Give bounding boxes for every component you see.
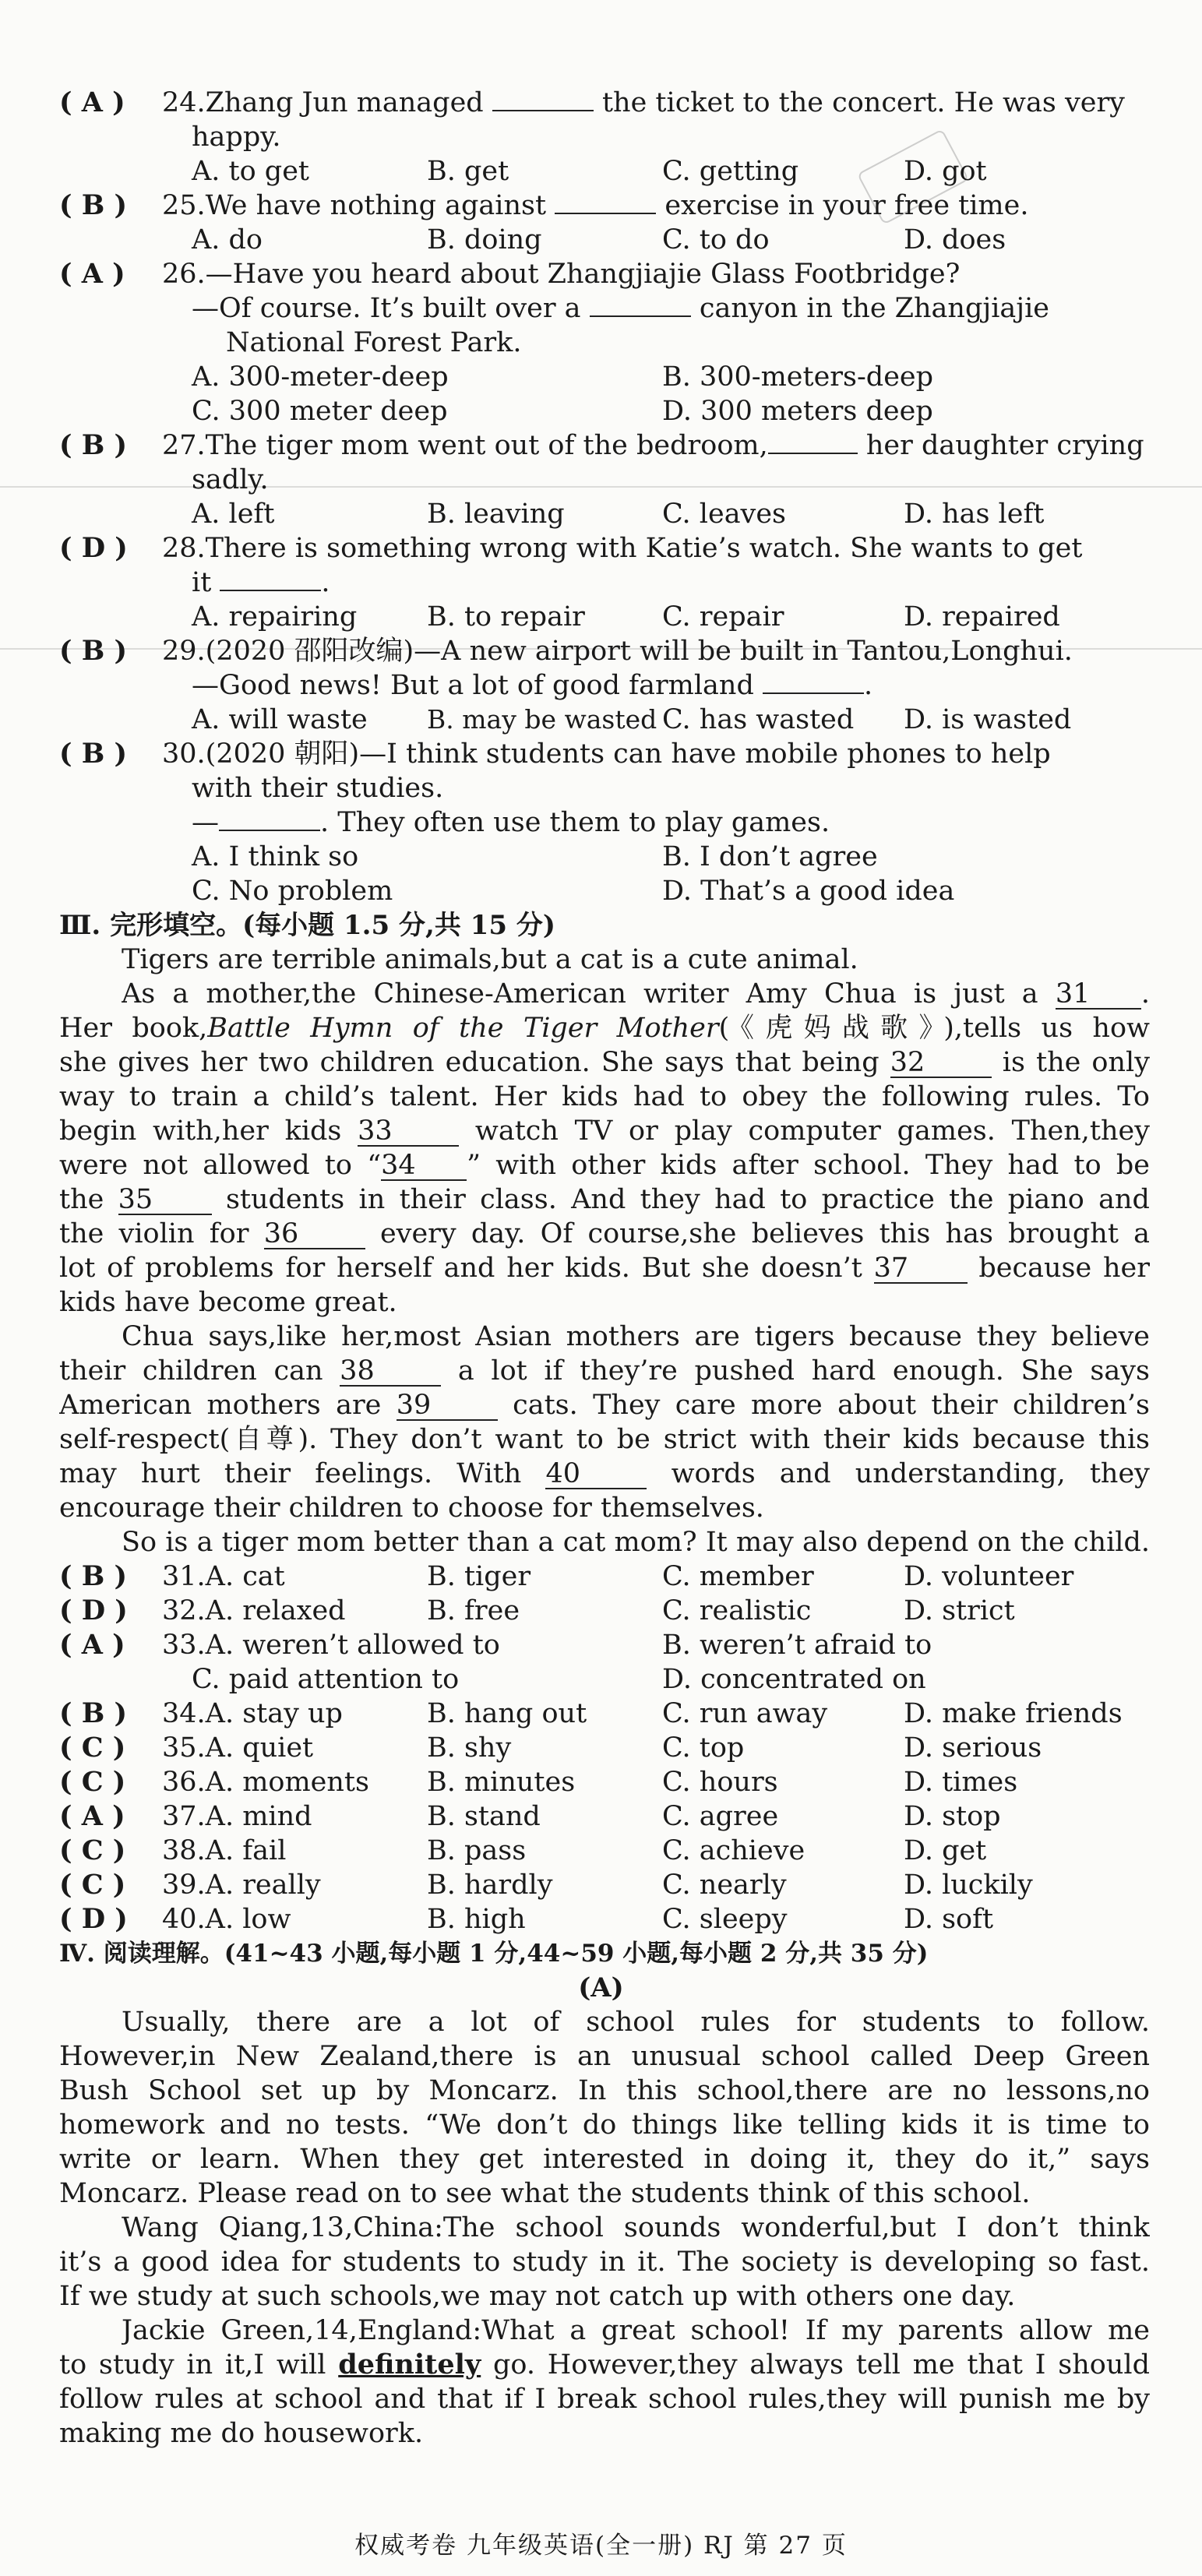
question-number: 31. (162, 1561, 206, 1592)
cloze-blank-37: 37 (874, 1254, 968, 1284)
answer-mark: ( D ) (59, 1595, 128, 1626)
question-text (192, 805, 830, 840)
passage-text: cats. They care more about their children’s (513, 1390, 1150, 1421)
passage-text: their children can (59, 1355, 323, 1387)
option-d: D. make friends (904, 1698, 1123, 1729)
passage-text: she gives her two children education. She says that being (59, 1047, 879, 1078)
question-text: happy. (192, 122, 281, 153)
passage-text: As a mother,the Chinese-American writer Amy Chua is just a (122, 978, 1038, 1010)
question-number: 32. (162, 1595, 206, 1626)
answer-mark: ( C ) (59, 1766, 126, 1798)
question-26 (59, 257, 960, 291)
answer-mark: ( B ) (59, 1560, 128, 1592)
question-27 (59, 428, 1144, 463)
passage-line (59, 1011, 1150, 1045)
passage-line (59, 1045, 1150, 1080)
option-b: B. 300-meters-deep (662, 361, 934, 393)
passage-line: Wang Qiang,13,China:The school sounds wonderful,but I don’t think (122, 2212, 1150, 2243)
blank (768, 453, 858, 454)
option-a: A. left (192, 499, 275, 530)
question-30 (59, 737, 1051, 771)
question-number: 36. (162, 1767, 206, 1798)
option-c: C. has wasted (662, 704, 855, 735)
option-c: C. hours (662, 1767, 778, 1798)
question-text: —Of course. It’s built over a (192, 293, 581, 324)
passage-line: Chua says,like her,most Asian mothers are tigers because they believe (122, 1321, 1150, 1352)
option-b: B. high (427, 1904, 526, 1935)
question-text (192, 668, 872, 703)
option-a: A. fail (205, 1835, 287, 1866)
option-a: A. I think so (192, 841, 359, 872)
blank (220, 590, 321, 591)
option-b: B. I don’t agree (662, 841, 878, 872)
option-d: D. volunteer (904, 1561, 1074, 1592)
option-d: D. 300 meters deep (662, 396, 933, 427)
answer-mark: ( B ) (59, 635, 128, 667)
option-c: C. leaves (662, 499, 787, 530)
option-d: D. soft (904, 1904, 994, 1935)
passage-text: American mothers are (59, 1390, 382, 1421)
passage-text: go. However,they always tell me that I should (493, 2349, 1150, 2380)
option-b: B. weren’t afraid to (662, 1630, 932, 1661)
passage-line (59, 1388, 1150, 1422)
option-c: C. realistic (662, 1595, 812, 1626)
question-number: 40. (162, 1904, 206, 1935)
option-a: A. to get (192, 156, 309, 187)
option-b: B. doing (427, 224, 542, 255)
question-text: — (192, 807, 219, 838)
passage-line: write or learn. When they get interested in doing it, they do it,” says (59, 2144, 1150, 2175)
passage-line: Bush School set up by Moncarz. In this school,there are no lessons,no (59, 2075, 1150, 2106)
option-b: B. may be wasted (427, 704, 657, 735)
blank (555, 213, 656, 214)
passage-line: homework and no tests. “We don’t do things like telling kids it is time to (59, 2109, 1150, 2141)
passage-text: watch TV or play computer games. Then,they (474, 1115, 1150, 1147)
passage-line (59, 2348, 1150, 2382)
passage-text: every day. Of course,she believes this has brought a (379, 1218, 1150, 1249)
passage-line: self-respect(自尊). They don’t want to be strict with their kids because this (59, 1424, 1150, 1455)
blank (492, 110, 594, 111)
passage-line (59, 1182, 1150, 1217)
option-a: A. 300-meter-deep (192, 361, 449, 393)
cloze-blank-33: 33 (358, 1117, 459, 1147)
passage-line: encourage their children to choose for themselves. (59, 1492, 764, 1524)
option-b: B. get (427, 156, 509, 187)
passage-line: If we study at such schools,we may not catch up with others one day. (59, 2281, 1016, 2312)
option-d: D. got (904, 156, 987, 187)
option-c: C. paid attention to (192, 1664, 460, 1695)
answer-mark: ( C ) (59, 1834, 126, 1866)
blank (763, 692, 864, 694)
option-a: A. will waste (192, 704, 368, 735)
answer-mark: ( B ) (59, 1697, 128, 1729)
cloze-blank-38: 38 (340, 1357, 441, 1387)
question-text: sadly. (192, 464, 269, 495)
passage-text: Her book, (59, 1013, 208, 1044)
option-d: D. strict (904, 1595, 1015, 1626)
passage-text: were not allowed to “ (59, 1150, 382, 1181)
option-b: B. leaving (427, 499, 565, 530)
book-title: Battle Hymn of the Tiger Mother (207, 1013, 719, 1044)
answer-mark: ( C ) (59, 1732, 126, 1764)
option-b: B. minutes (427, 1767, 576, 1798)
cloze-blank-40: 40 (545, 1460, 647, 1489)
question-text: her daughter crying (865, 430, 1144, 461)
option-c: C. achieve (662, 1835, 805, 1866)
option-c: C. top (662, 1732, 745, 1764)
option-d: D. does (904, 224, 1006, 255)
option-d: D. That’s a good idea (662, 876, 955, 907)
question-number: 29. (162, 636, 206, 667)
answer-mark: ( B ) (59, 738, 128, 770)
answer-mark: ( D ) (59, 1903, 128, 1935)
passage-text: words and understanding, they (671, 1458, 1150, 1489)
option-a: A. cat (205, 1561, 285, 1592)
option-a: A. stay up (205, 1698, 343, 1729)
option-c: C. No problem (192, 876, 393, 907)
option-b: B. pass (427, 1835, 527, 1866)
passage-line: So is a tiger mom better than a cat mom? It may also depend on the child. (122, 1527, 1150, 1558)
cloze-blank-34: 34 (381, 1151, 467, 1181)
option-d: D. times (904, 1767, 1018, 1798)
cloze-blank-39: 39 (397, 1391, 498, 1421)
question-text: the ticket to the concert. He was very (601, 87, 1125, 118)
question-text: (2020 邵阳改编)—A new airport will be built in Tantou,Longhui. (205, 636, 1073, 667)
question-24 (59, 86, 1125, 120)
passage-line: making me do housework. (59, 2418, 424, 2449)
passage-text: to study in it,I will (59, 2349, 326, 2380)
passage-line: However,in New Zealand,there is an unusual school called Deep Green (59, 2041, 1150, 2072)
question-number: 26. (162, 259, 206, 290)
option-c: C. getting (662, 156, 799, 187)
question-number: 35. (162, 1732, 206, 1764)
question-number: 38. (162, 1835, 206, 1866)
question-number: 37. (162, 1801, 206, 1832)
option-c: C. 300 meter deep (192, 396, 448, 427)
option-a: A. relaxed (205, 1595, 346, 1626)
option-d: D. get (904, 1835, 987, 1866)
passage-line: it’s a good idea for students to study in it. The society is developing so fast. (59, 2247, 1150, 2278)
question-number: 28. (162, 533, 206, 564)
passage-line: Usually, there are a lot of school rules for students to follow. (122, 2007, 1150, 2038)
blank (590, 315, 691, 317)
cloze-blank-36: 36 (264, 1220, 365, 1249)
question-number: 24. (162, 87, 206, 118)
passage-line (59, 1114, 1150, 1148)
question-text: with their studies. (192, 773, 444, 804)
question-25 (59, 189, 1028, 223)
passage-text: because her (978, 1253, 1150, 1284)
question-number: 33. (162, 1630, 206, 1661)
option-d: D. serious (904, 1732, 1042, 1764)
question-text: . (321, 567, 330, 598)
option-a: A. moments (205, 1767, 369, 1798)
question-text: . They often use them to play games. (320, 807, 830, 838)
option-b: B. tiger (427, 1561, 531, 1592)
passage-line (59, 1251, 1150, 1285)
passage-text: ” with other kids after school. They had to be (467, 1150, 1150, 1181)
passage-text: is the only (1002, 1047, 1150, 1078)
option-a: A. low (205, 1904, 291, 1935)
answer-mark: ( A ) (59, 1800, 125, 1832)
option-a: A. mind (205, 1801, 312, 1832)
cloze-blank-32: 32 (890, 1048, 992, 1078)
option-a: A. repairing (192, 601, 358, 633)
passage-line: Tigers are terrible animals,but a cat is a cute animal. (122, 944, 858, 975)
question-number: 25. (162, 190, 206, 221)
option-d: D. luckily (904, 1869, 1033, 1901)
option-c: C. member (662, 1561, 814, 1592)
question-text: exercise in your free time. (664, 190, 1029, 221)
passage-line (59, 1457, 1150, 1491)
passage-line (59, 1148, 1150, 1182)
option-d: D. has left (904, 499, 1045, 530)
option-a: A. do (192, 224, 263, 255)
passage-line: follow rules at school and that if I break school rules,they will punish me by (59, 2384, 1150, 2415)
passage-text: . (1140, 978, 1150, 1010)
answer-mark: ( A ) (59, 1629, 125, 1661)
question-text: There is something wrong with Katie’s watch. She wants to get (205, 533, 1083, 564)
passage-text: (《虎妈战歌》),tells us how (718, 1013, 1150, 1044)
passage-text: may hurt their feelings. With (59, 1458, 522, 1489)
passage-line: Moncarz. Please read on to see what the students think of this school. (59, 2178, 1031, 2209)
question-text (192, 291, 1049, 326)
question-number: 39. (162, 1869, 206, 1901)
question-text (192, 566, 330, 600)
blank (219, 830, 320, 831)
option-a: A. quiet (205, 1732, 314, 1764)
option-b: B. free (427, 1595, 520, 1626)
passage-text: the violin for (59, 1218, 249, 1249)
option-c: C. run away (662, 1698, 828, 1729)
passage-text: lot of problems for herself and her kids. But she doesn’t (59, 1253, 862, 1284)
passage-line (59, 1217, 1150, 1251)
question-28 (59, 531, 1082, 566)
option-b: B. to repair (427, 601, 585, 633)
question-text: (2020 朝阳)—I think students can have mobile phones to help (205, 738, 1051, 770)
question-text: The tiger mom went out of the bedroom, (205, 430, 768, 461)
answer-mark: ( A ) (59, 86, 125, 118)
passage-line (59, 1354, 1150, 1388)
question-number: 30. (162, 738, 206, 770)
option-a: A. weren’t allowed to (205, 1630, 500, 1661)
option-c: C. agree (662, 1801, 779, 1832)
question-29 (59, 634, 1073, 668)
option-d: D. concentrated on (662, 1664, 926, 1695)
answer-mark: ( C ) (59, 1869, 126, 1901)
option-a: A. really (205, 1869, 321, 1901)
question-text: We have nothing against (205, 190, 547, 221)
option-b: B. hang out (427, 1698, 587, 1729)
option-d: D. is wasted (904, 704, 1072, 735)
passage-line: kids have become great. (59, 1287, 397, 1318)
option-c: C. nearly (662, 1869, 787, 1901)
option-c: C. repair (662, 601, 784, 633)
passage-text: a lot if they’re pushed hard enough. She says (457, 1355, 1150, 1387)
answer-mark: ( A ) (59, 258, 125, 290)
question-text: —Have you heard about Zhangjiajie Glass Footbridge? (205, 259, 961, 290)
option-c: C. sleepy (662, 1904, 788, 1935)
option-b: B. stand (427, 1801, 541, 1832)
section-heading: Ⅳ. 阅读理解。(41~43 小题,每小题 1 分,44~59 小题,每小题 2 分,共 35 分) (59, 1940, 929, 1968)
passage-line (122, 977, 1150, 1011)
passage-text: the (59, 1184, 104, 1215)
question-text: Zhang Jun managed (205, 87, 484, 118)
question-number: 27. (162, 430, 206, 461)
option-b: B. shy (427, 1732, 512, 1764)
answer-mark: ( B ) (59, 189, 128, 221)
option-b: B. hardly (427, 1869, 553, 1901)
page-footer: 权威考卷 九年级英语(全一册) RJ 第 27 页 (354, 2532, 848, 2560)
underlined-word: definitely (338, 2349, 481, 2380)
question-text: it (192, 567, 212, 598)
passage-label: (A) (578, 1972, 624, 2003)
passage-text: begin with,her kids (59, 1115, 342, 1147)
question-text: canyon in the Zhangjiajie (699, 293, 1050, 324)
question-text: —Good news! But a lot of good farmland (192, 670, 754, 701)
option-d: D. repaired (904, 601, 1060, 633)
fold-line (0, 486, 1202, 488)
option-d: D. stop (904, 1801, 1001, 1832)
section-heading: Ⅲ. 完形填空。(每小题 1.5 分,共 15 分) (59, 910, 555, 941)
answer-mark: ( D ) (59, 532, 128, 564)
question-number: 34. (162, 1698, 206, 1729)
cloze-blank-31: 31 (1056, 980, 1141, 1010)
option-c: C. to do (662, 224, 770, 255)
passage-line: Jackie Green,14,England:What a great school! If my parents allow me (122, 2315, 1150, 2346)
passage-text: students in their class. And they had to practice the piano and (225, 1184, 1150, 1215)
question-text: National Forest Park. (226, 327, 522, 358)
answer-mark: ( B ) (59, 429, 128, 461)
cloze-blank-35: 35 (118, 1186, 212, 1215)
passage-line: way to train a child’s talent. Her kids had to obey the following rules. To (59, 1081, 1150, 1112)
question-text: . (864, 670, 873, 701)
